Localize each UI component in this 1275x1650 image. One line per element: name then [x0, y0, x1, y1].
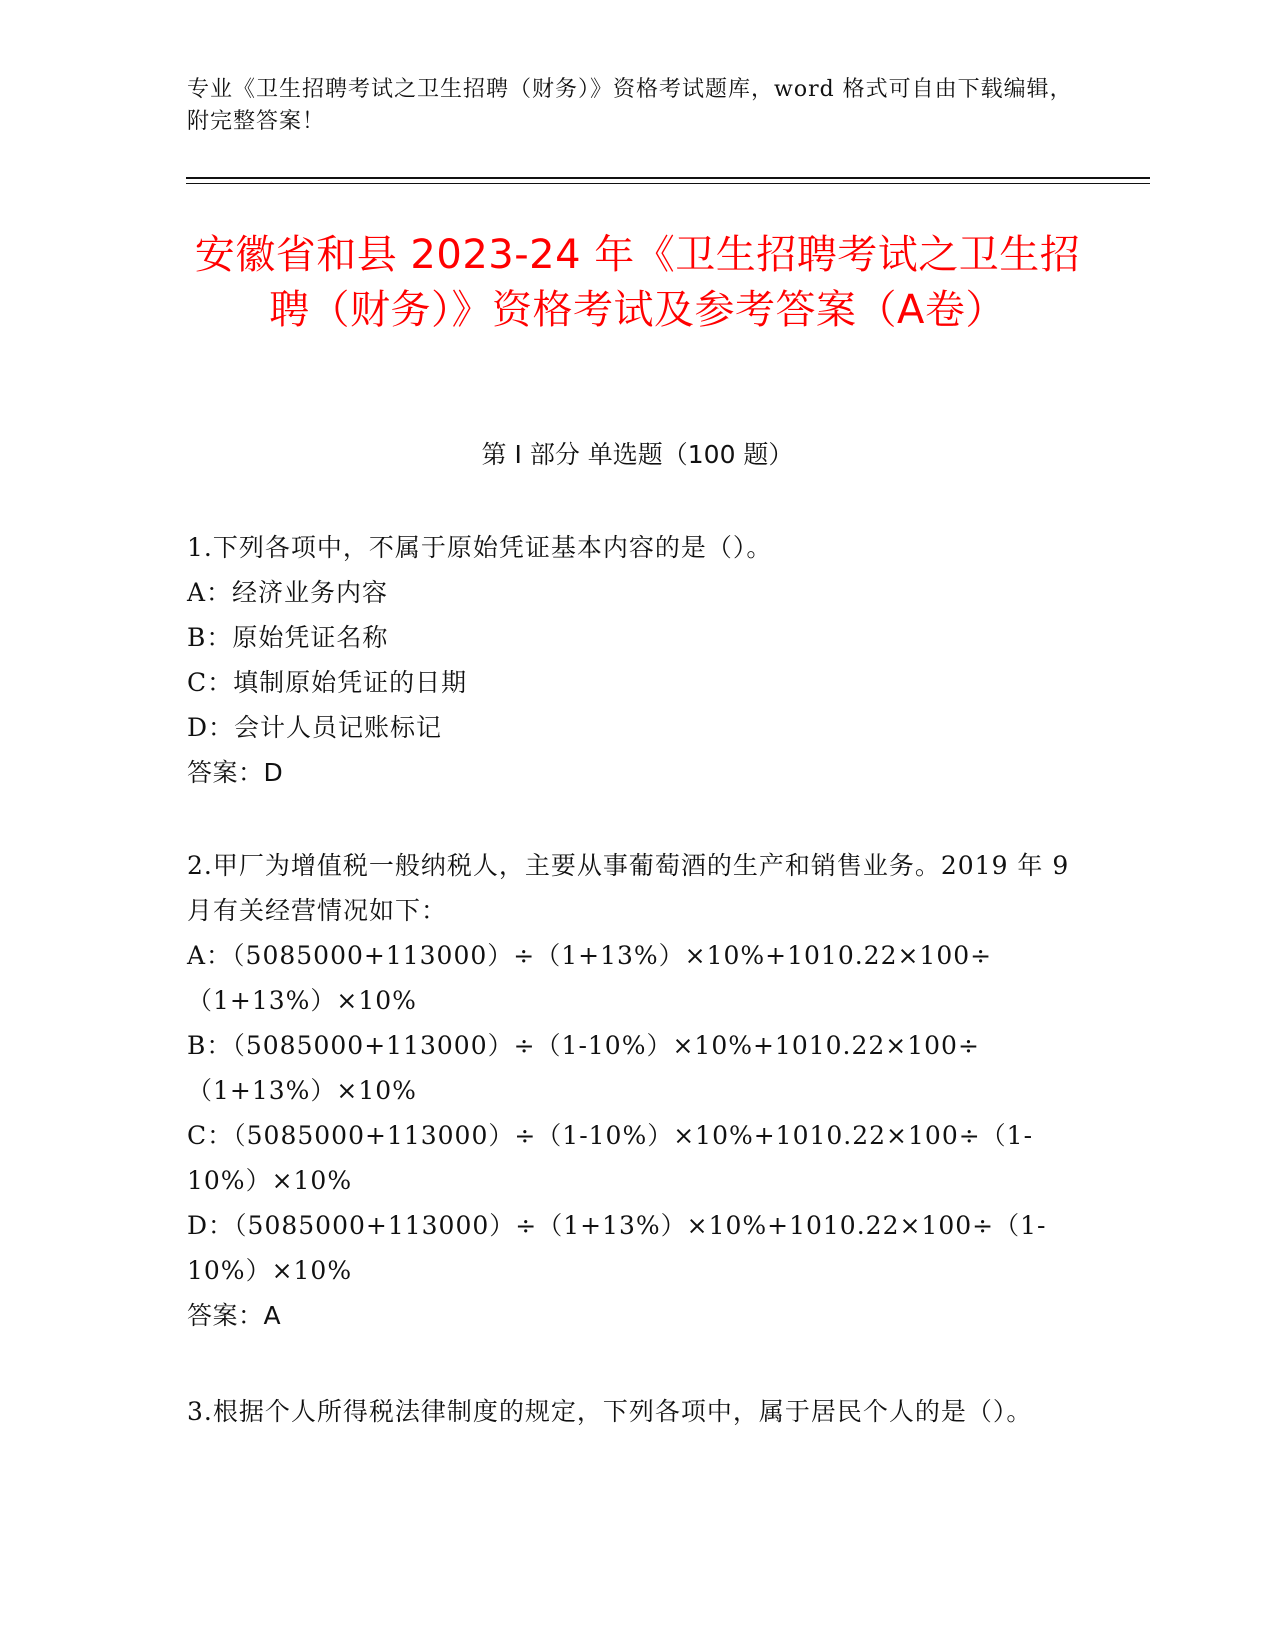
answer: 答案：A	[187, 1301, 282, 1330]
option-b: B：（5085000+113000）÷（1-10%）×10%+1010.22×100÷（1+13%）×10%	[187, 1031, 980, 1105]
document-title: 安徽省和县 2023-24 年《卫生招聘考试之卫生招聘（财务）》资格考试及参考答案（A卷）	[194, 232, 1081, 333]
header-rule-thin	[186, 183, 1150, 184]
option-d: D：会计人员记账标记	[187, 713, 443, 742]
header-rule-thick	[186, 177, 1150, 179]
question-stem: 1.下列各项中，不属于原始凭证基本内容的是（）。	[187, 533, 773, 562]
answer: 答案：D	[187, 758, 284, 787]
question-stem: 3.根据个人所得税法律制度的规定，下列各项中，属于居民个人的是（）。	[187, 1397, 1033, 1426]
question-stem: 2.甲厂为增值税一般纳税人，主要从事葡萄酒的生产和销售业务。2019 年 9 月有关经营情况如下：	[187, 851, 1079, 925]
option-d: D：（5085000+113000）÷（1+13%）×10%+1010.22×100÷（1-10%）×10%	[187, 1211, 1047, 1285]
question-3	[187, 1389, 1077, 1434]
question-2	[187, 843, 1077, 1338]
section-heading: 第 I 部分 单选题（100 题）	[481, 440, 794, 469]
option-a: A：经济业务内容	[187, 578, 389, 607]
header-note: 专业《卫生招聘考试之卫生招聘（财务）》资格考试题库，word 格式可自由下载编辑，附完整答案！	[187, 77, 1073, 134]
option-b: B：原始凭证名称	[187, 623, 389, 652]
option-a: A：（5085000+113000）÷（1+13%）×10%+1010.22×100÷（1+13%）×10%	[187, 941, 993, 1015]
question-1	[187, 525, 1077, 795]
option-c: C：填制原始凭证的日期	[187, 668, 468, 697]
option-c: C：（5085000+113000）÷（1-10%）×10%+1010.22×100÷（1-10%）×10%	[187, 1121, 1034, 1195]
